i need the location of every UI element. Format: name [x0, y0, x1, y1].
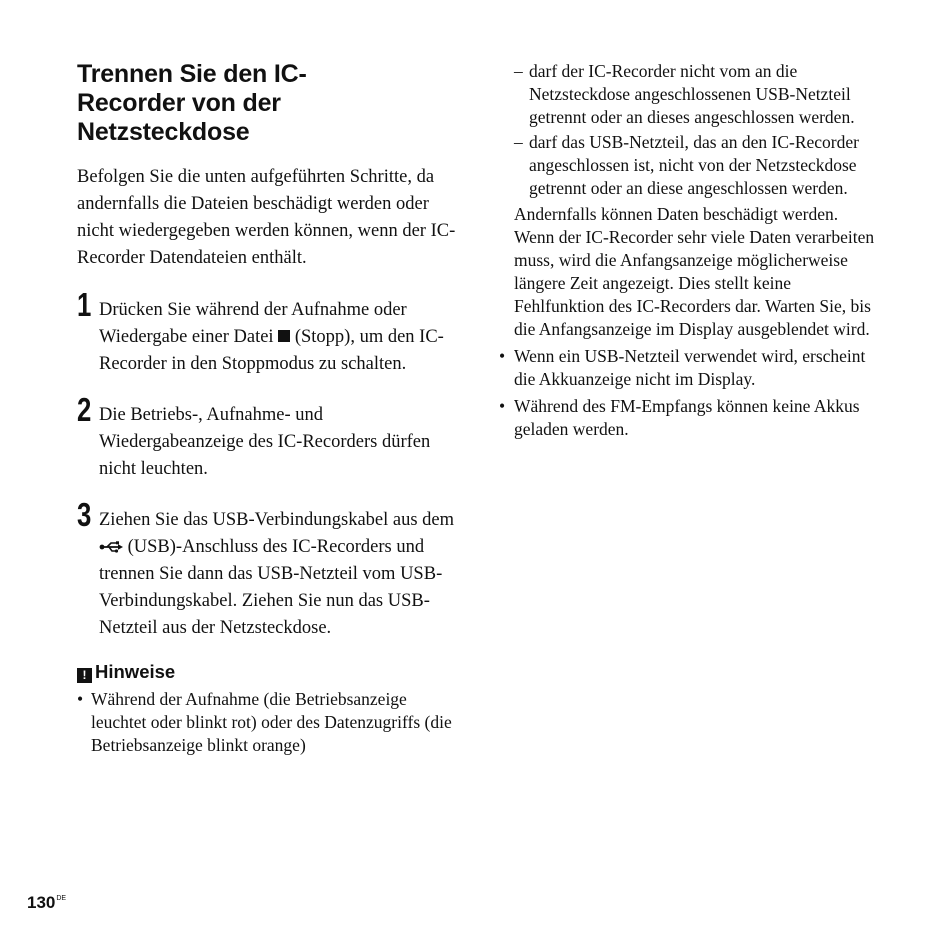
bullet: • [499, 396, 506, 416]
step-1 [77, 286, 457, 378]
left-column [77, 60, 457, 757]
step-3 [77, 496, 457, 642]
bullet: • [499, 346, 506, 366]
list-item: • Wenn ein USB-Netzteil verwendet wird, erscheint die Akkuanzeige nicht im Display. [499, 346, 866, 389]
notes-heading: ! Hinweise [77, 661, 457, 683]
step-2 [77, 391, 457, 483]
bullet: • [77, 689, 84, 709]
page-language-suffix: DE [56, 895, 67, 902]
dash-item: – darf der IC-Recorder nicht vom an die Netzsteckdose angeschlossenen USB-Netzteil getrennt oder an dieses angeschlossen werden. [514, 61, 855, 127]
dash: – [514, 132, 523, 152]
dash-item: – darf das USB-Netzteil, das an den IC-Recorder angeschlossen ist, nicht von der Netzsteckdose getrennt oder an diese angeschlossen werden. [514, 132, 859, 198]
step-number: 2 [77, 391, 92, 428]
step-text: Ziehen Sie das USB-Verbindungskabel aus dem (USB)-Anschluss des IC-Recorders und trennen Sie dann das USB-Netzteil vom USB-Verbindungskabel. Ziehen Sie nun das USB-Netzteil aus der Netzsteckdose. [99, 510, 455, 638]
step-number: 3 [77, 496, 92, 533]
list-item: • Während der Aufnahme (die Betriebsanzeige leuchtet oder blinkt rot) oder des Datenzugriffs (die Betriebsanzeige blinkt orange) [77, 689, 452, 755]
page-title: Trennen Sie den IC- Recorder von der Netzsteckdose [77, 60, 307, 146]
dash: – [514, 61, 523, 81]
right-column [497, 60, 882, 441]
step-text: Drücken Sie während der Aufnahme oder Wiedergabe einer Datei (Stopp), um den IC-Recorder in den Stoppmodus zu schalten. [99, 300, 444, 374]
usb-icon [99, 540, 123, 554]
list-item: • Während des FM-Empfangs können keine Akkus geladen werden. [499, 396, 860, 439]
note-continuation: Andernfalls können Daten beschädigt werden. Wenn der IC-Recorder sehr viele Daten verarbeiten muss, wird die Anfangsanzeige möglicherweise längere Zeit angezeigt. Dies stellt keine Fehlfunktion des IC-Recorders dar. Warten Sie, bis die Anfangsanzeige im Display ausgeblendet wird. [514, 204, 875, 339]
page-number: 130DE [27, 893, 67, 912]
note-icon: ! [77, 668, 92, 683]
step-text: Die Betriebs-, Aufnahme- und Wiedergabeanzeige des IC-Recorders dürfen nicht leuchten. [99, 405, 431, 479]
intro-paragraph: Befolgen Sie die unten aufgeführten Schritte, da andernfalls die Dateien beschädigt werden oder nicht wiedergegeben werden können, wenn der IC-Recorder Datendateien enthält. [77, 167, 456, 268]
stop-icon [278, 330, 290, 342]
step-number: 1 [77, 286, 92, 323]
